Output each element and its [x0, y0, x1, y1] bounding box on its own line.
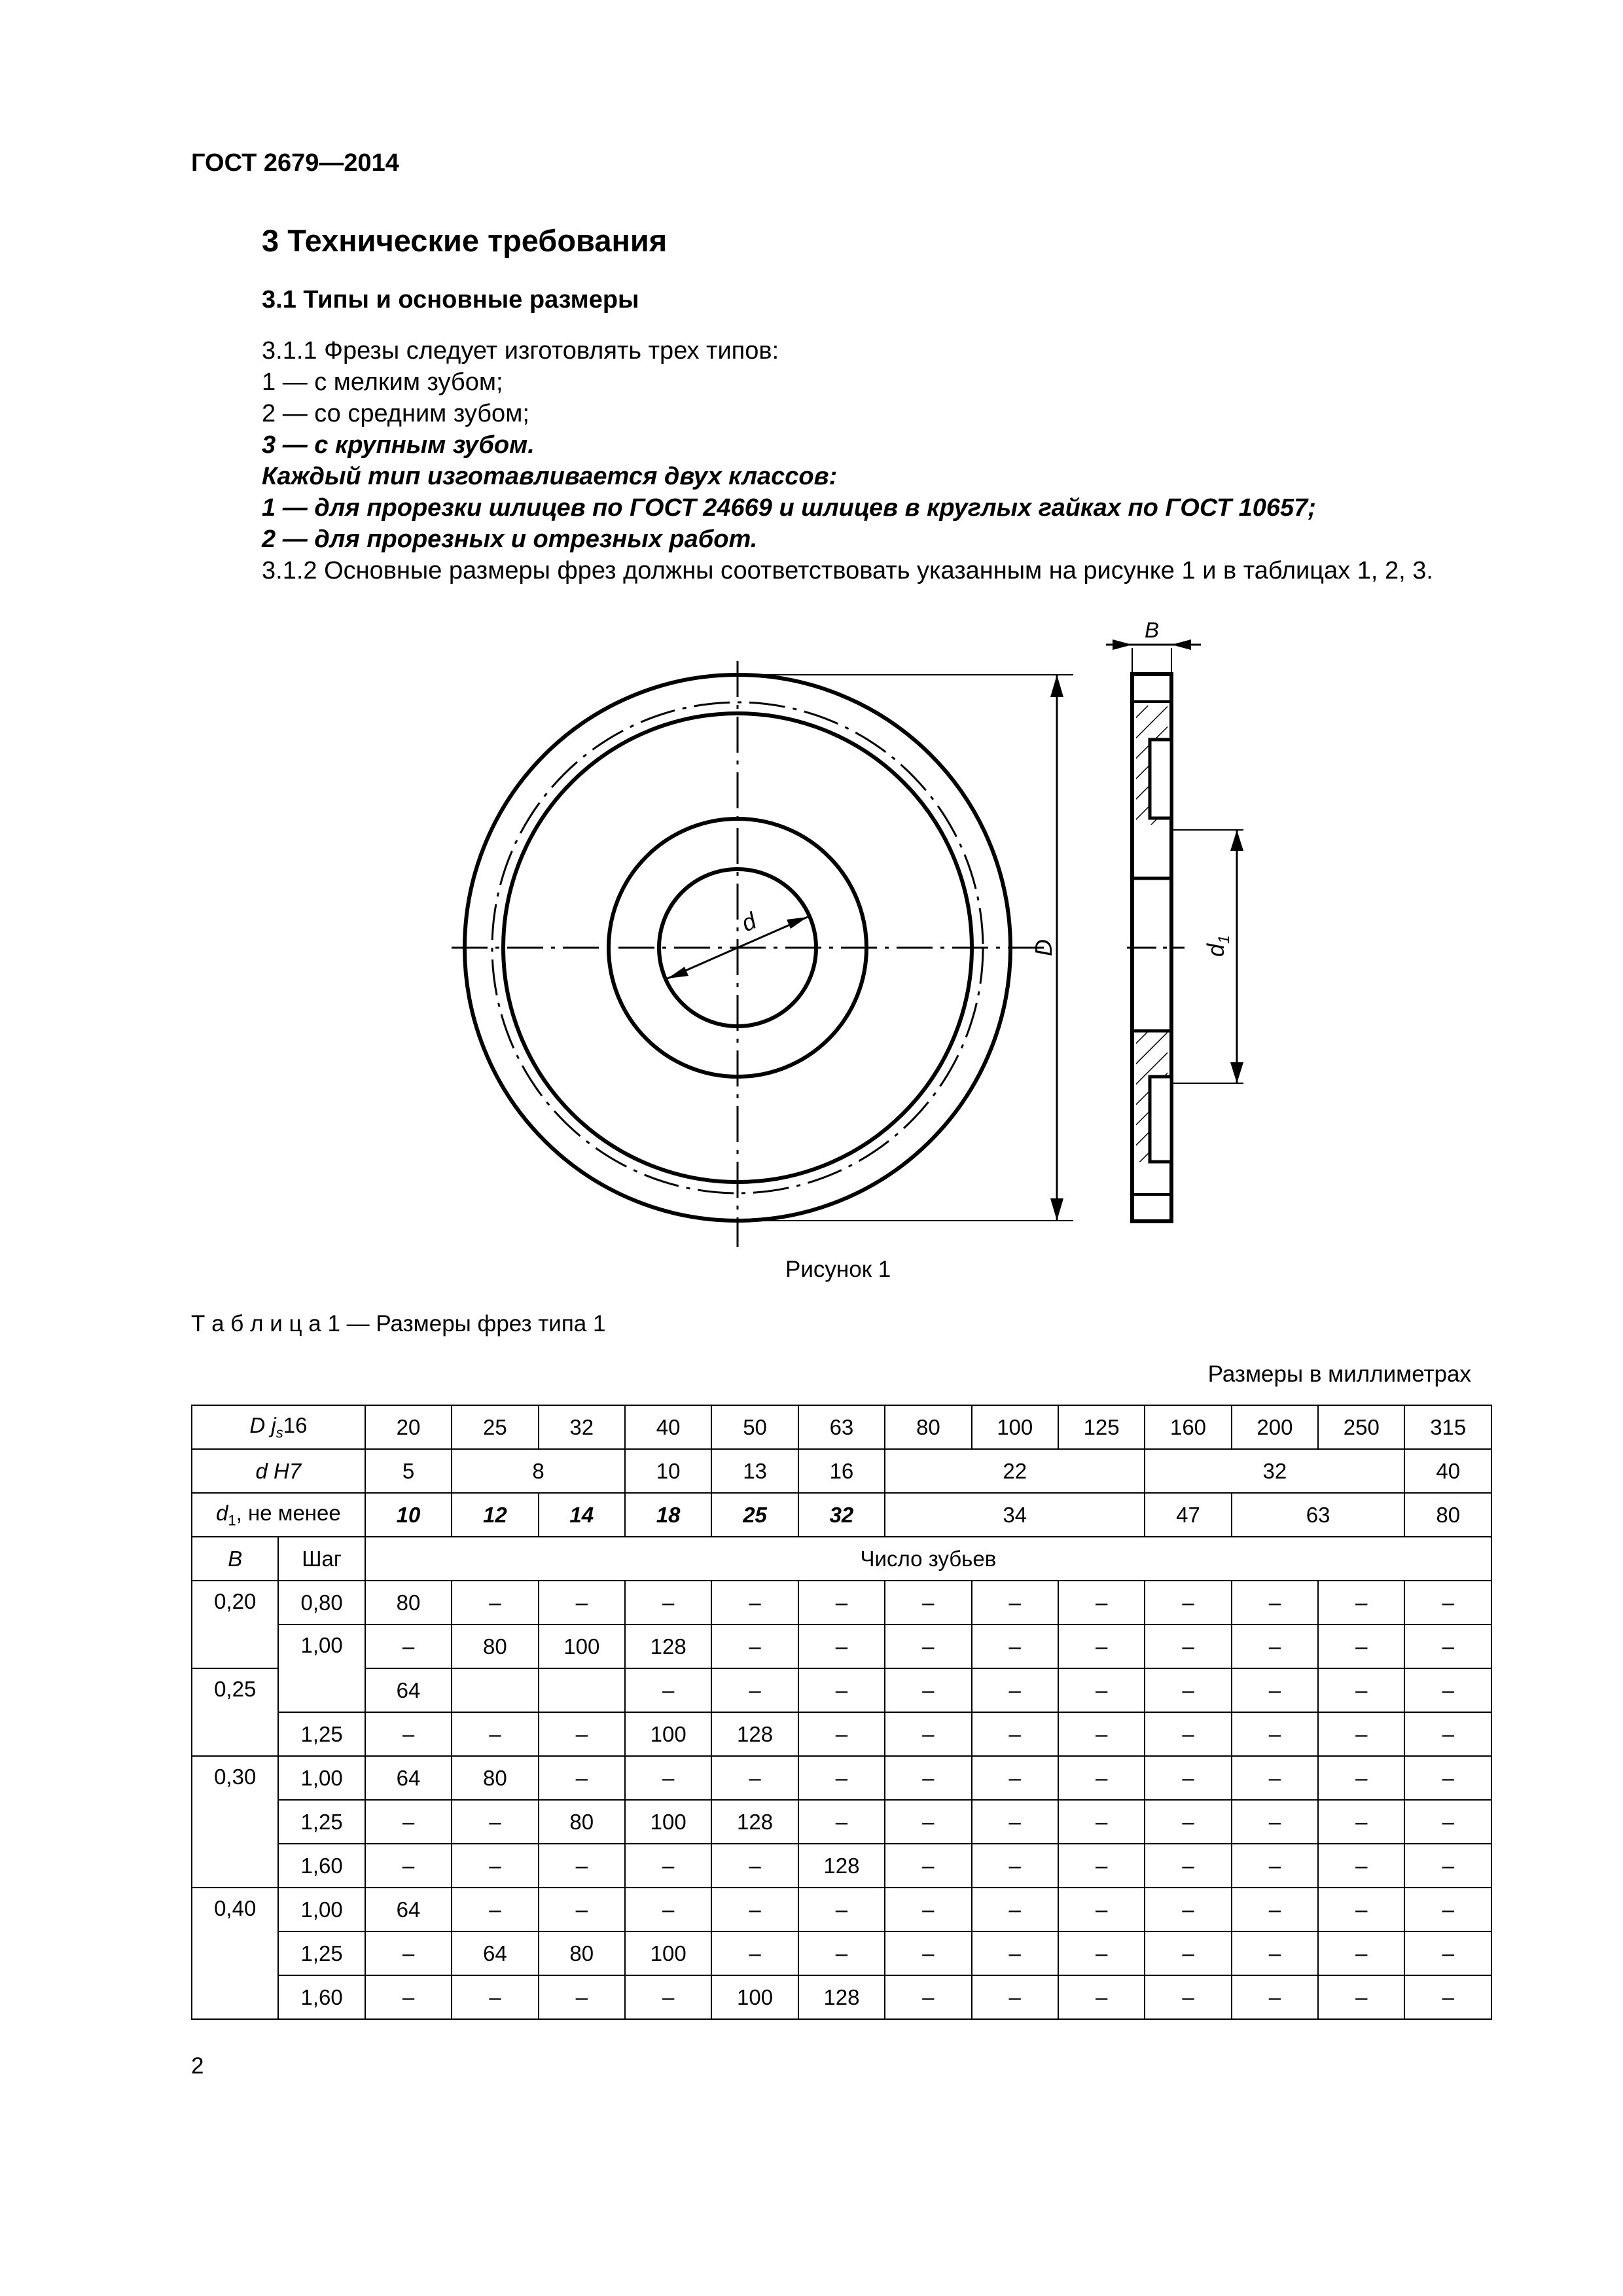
teeth-cell: 100 — [625, 1712, 711, 1756]
teeth-cell: – — [539, 1844, 625, 1888]
teeth-cell: 128 — [711, 1712, 798, 1756]
teeth-cell: – — [1232, 1975, 1318, 2019]
teeth-cell: – — [1318, 1888, 1404, 1931]
section-title: 3 Технические требования — [262, 223, 668, 258]
D_values-cell: 40 — [625, 1405, 711, 1449]
teeth-cell: – — [539, 1712, 625, 1756]
teeth-cell: – — [1145, 1975, 1231, 2019]
teeth-cell: 100 — [625, 1931, 711, 1975]
teeth-cell: – — [365, 1800, 452, 1844]
teeth-cell: – — [1058, 1624, 1145, 1668]
teeth-cell: – — [885, 1668, 971, 1712]
step-cell: 1,25 — [278, 1931, 365, 1975]
teeth-cell: – — [1145, 1668, 1231, 1712]
teeth-cell: – — [885, 1624, 971, 1668]
teeth-cell: 80 — [365, 1581, 452, 1624]
teeth-cell: – — [1404, 1844, 1491, 1888]
table-row — [192, 1712, 1491, 1756]
teeth-cell: – — [1232, 1888, 1318, 1931]
d_values-cell: 10 — [625, 1449, 711, 1493]
teeth-cell: – — [1318, 1712, 1404, 1756]
teeth-cell: – — [1404, 1624, 1491, 1668]
teeth-cell: – — [885, 1975, 971, 2019]
teeth-cell: – — [1058, 1756, 1145, 1800]
teeth-cell: – — [625, 1888, 711, 1931]
teeth-cell: – — [711, 1844, 798, 1888]
teeth-cell: – — [452, 1712, 538, 1756]
label-d: d — [737, 906, 760, 937]
teeth-cell: – — [1404, 1581, 1491, 1624]
table-row — [192, 1756, 1491, 1800]
step-cell: 1,60 — [278, 1844, 365, 1888]
teeth-cell: – — [1404, 1975, 1491, 2019]
teeth-cell: – — [1058, 1712, 1145, 1756]
table-row — [192, 1668, 1491, 1712]
D_values-cell: 50 — [711, 1405, 798, 1449]
teeth-cell: – — [1232, 1931, 1318, 1975]
teeth-cell: – — [972, 1712, 1058, 1756]
teeth-cell: – — [1404, 1712, 1491, 1756]
paragraph-type-2: 2 — со средним зубом; — [262, 400, 529, 427]
d1_values-cell: 32 — [798, 1493, 885, 1537]
standard-header: ГОСТ 2679—2014 — [191, 149, 399, 177]
teeth-cell: – — [1145, 1800, 1231, 1844]
teeth-cell: – — [1404, 1888, 1491, 1931]
section-view — [1106, 639, 1243, 1221]
step-cell: 1,00 — [278, 1888, 365, 1931]
front-view — [452, 661, 1073, 1247]
step-cell: 1,00 — [278, 1756, 365, 1800]
width-B-cell: 0,30 — [192, 1756, 278, 1888]
paragraph-classes-intro: Каждый тип изготавливается двух классов: — [262, 463, 838, 490]
teeth-cell: 100 — [711, 1975, 798, 2019]
col-label-step: Шаг — [278, 1537, 365, 1581]
teeth-cell: – — [1058, 1888, 1145, 1931]
teeth-cell: – — [539, 1975, 625, 2019]
d_values-cell: 16 — [798, 1449, 885, 1493]
teeth-cell: – — [1058, 1800, 1145, 1844]
d1_values-cell: 10 — [365, 1493, 452, 1537]
d1_values-cell: 80 — [1404, 1493, 1491, 1537]
d1_values-cell: 14 — [539, 1493, 625, 1537]
teeth-cell: 100 — [625, 1800, 711, 1844]
label-B: B — [1144, 618, 1160, 642]
teeth-cell: – — [1318, 1931, 1404, 1975]
paragraph-class-1: 1 — для прорезки шлицев по ГОСТ 24669 и шлицев в круглых гайках по ГОСТ 10657; — [262, 494, 1316, 522]
teeth-cell: – — [1058, 1581, 1145, 1624]
teeth-cell: – — [1404, 1931, 1491, 1975]
teeth-cell: – — [798, 1888, 885, 1931]
teeth-cell: 128 — [798, 1975, 885, 2019]
units-note: Размеры в миллиметрах — [1207, 1361, 1471, 1387]
paragraph-type-3: 3 — с крупным зубом. — [262, 431, 535, 459]
teeth-cell: – — [798, 1668, 885, 1712]
table-row — [192, 1888, 1491, 1931]
teeth-cell: – — [452, 1800, 538, 1844]
D_values-cell: 80 — [885, 1405, 971, 1449]
teeth-cell: – — [452, 1975, 538, 2019]
teeth-cell: – — [1232, 1581, 1318, 1624]
d_values-cell: 22 — [885, 1449, 1145, 1493]
teeth-cell: – — [798, 1712, 885, 1756]
teeth-cell: – — [1145, 1712, 1231, 1756]
d_values-cell: 8 — [452, 1449, 625, 1493]
table-row — [192, 1800, 1491, 1844]
row-d1 — [192, 1493, 1491, 1537]
D_values-cell: 32 — [539, 1405, 625, 1449]
teeth-cell: – — [1058, 1668, 1145, 1712]
lower-recess — [1150, 1077, 1171, 1162]
step-cell: 0,80 — [278, 1581, 365, 1624]
row-D — [192, 1405, 1491, 1449]
teeth-cell: – — [1318, 1975, 1404, 2019]
teeth-cell: – — [972, 1800, 1058, 1844]
teeth-cell: 128 — [711, 1800, 798, 1844]
subsection-title: 3.1 Типы и основные размеры — [262, 286, 639, 314]
teeth-cell: – — [972, 1581, 1058, 1624]
teeth-cell: – — [365, 1844, 452, 1888]
teeth-cell: – — [885, 1581, 971, 1624]
teeth-cell: – — [1058, 1975, 1145, 2019]
teeth-cell: – — [1232, 1624, 1318, 1668]
row-d — [192, 1449, 1491, 1493]
teeth-cell: 100 — [539, 1624, 625, 1668]
teeth-cell: – — [539, 1581, 625, 1624]
teeth-cell: – — [1232, 1668, 1318, 1712]
teeth-cell: – — [972, 1756, 1058, 1800]
D_values-cell: 125 — [1058, 1405, 1145, 1449]
teeth-cell: – — [1318, 1581, 1404, 1624]
d_values-cell: 32 — [1145, 1449, 1404, 1493]
teeth-cell: – — [885, 1888, 971, 1931]
table-row — [192, 1931, 1491, 1975]
teeth-cell: – — [1232, 1844, 1318, 1888]
teeth-cell: – — [452, 1581, 538, 1624]
teeth-cell: – — [885, 1756, 971, 1800]
step-cell: 1,25 — [278, 1800, 365, 1844]
teeth-cell: 64 — [365, 1888, 452, 1931]
step-cell: 1,60 — [278, 1975, 365, 2019]
teeth-cell: – — [711, 1931, 798, 1975]
teeth-cell: – — [711, 1888, 798, 1931]
teeth-cell: – — [1318, 1844, 1404, 1888]
label-d1: $d_1$ — [1202, 935, 1233, 957]
teeth-cell: – — [1404, 1756, 1491, 1800]
dimensions-table — [191, 1405, 1492, 2020]
width-B-cell: 0,25 — [192, 1668, 278, 1756]
teeth-cell: – — [625, 1756, 711, 1800]
teeth-cell: – — [972, 1844, 1058, 1888]
D_values-cell: 100 — [972, 1405, 1058, 1449]
teeth-cell: – — [711, 1756, 798, 1800]
teeth-cell: 128 — [625, 1624, 711, 1668]
teeth-cell: – — [1058, 1931, 1145, 1975]
d1_values-cell: 18 — [625, 1493, 711, 1537]
d1_values-cell: 34 — [885, 1493, 1145, 1537]
teeth-cell: – — [885, 1844, 971, 1888]
d1_values-cell: 12 — [452, 1493, 538, 1537]
teeth-cell: 80 — [539, 1800, 625, 1844]
teeth-cell: – — [1145, 1624, 1231, 1668]
teeth-cell: – — [711, 1624, 798, 1668]
teeth-cell: – — [365, 1712, 452, 1756]
table-row — [192, 1975, 1491, 2019]
teeth-cell: – — [885, 1712, 971, 1756]
D_values-cell: 63 — [798, 1405, 885, 1449]
table-row — [192, 1581, 1491, 1624]
teeth-cell: – — [972, 1668, 1058, 1712]
table-row — [192, 1624, 1491, 1668]
width-B-cell: 0,40 — [192, 1888, 278, 2019]
teeth-cell: – — [1145, 1756, 1231, 1800]
teeth-cell: – — [885, 1931, 971, 1975]
teeth-cell: 64 — [452, 1931, 538, 1975]
row-head — [192, 1537, 1491, 1581]
teeth-cell: – — [798, 1624, 885, 1668]
d_values-cell: 40 — [1404, 1449, 1491, 1493]
width-B-cell: 0,20 — [192, 1581, 278, 1668]
teeth-cell: 64 — [365, 1756, 452, 1800]
paragraph-types-intro: 3.1.1 Фрезы следует изготовлять трех типов: — [262, 337, 779, 365]
teeth-cell: 80 — [452, 1624, 538, 1668]
teeth-cell: – — [539, 1756, 625, 1800]
paragraph-class-2: 2 — для прорезных и отрезных работ. — [262, 526, 758, 553]
table-row — [192, 1844, 1491, 1888]
teeth-cell: – — [1404, 1800, 1491, 1844]
teeth-cell: – — [365, 1975, 452, 2019]
paragraph-dimensions-ref: 3.1.2 Основные размеры фрез должны соответствовать указанным на рисунке 1 и в таблицах 1, 2, 3. — [262, 557, 1433, 584]
label-D: D — [1030, 939, 1057, 956]
teeth-cell: – — [1058, 1844, 1145, 1888]
teeth-cell: – — [1318, 1668, 1404, 1712]
page-number: 2 — [191, 2053, 204, 2079]
step-cell: 1,00 — [278, 1624, 365, 1712]
teeth-cell: – — [1318, 1624, 1404, 1668]
teeth-cell: – — [1232, 1756, 1318, 1800]
teeth-cell: 80 — [539, 1931, 625, 1975]
d1_values-cell: 47 — [1145, 1493, 1231, 1537]
teeth-cell: – — [1404, 1668, 1491, 1712]
teeth-cell: – — [452, 1888, 538, 1931]
D_values-cell: 200 — [1232, 1405, 1318, 1449]
teeth-cell: – — [625, 1581, 711, 1624]
d1_values-cell: 63 — [1232, 1493, 1405, 1537]
teeth-cell: – — [1145, 1844, 1231, 1888]
teeth-cell — [452, 1668, 538, 1712]
teeth-cell — [539, 1668, 625, 1712]
D_values-cell: 315 — [1404, 1405, 1491, 1449]
teeth-cell: – — [798, 1931, 885, 1975]
D_values-cell: 160 — [1145, 1405, 1231, 1449]
col-label-B: B — [192, 1537, 278, 1581]
teeth-cell: – — [972, 1888, 1058, 1931]
teeth-cell: – — [798, 1800, 885, 1844]
teeth-cell: – — [625, 1844, 711, 1888]
teeth-cell: 80 — [452, 1756, 538, 1800]
teeth-cell: – — [365, 1624, 452, 1668]
teeth-cell: – — [625, 1975, 711, 2019]
teeth-cell: – — [798, 1581, 885, 1624]
paragraph-type-1: 1 — с мелким зубом; — [262, 368, 503, 396]
row-label-d1: $d_1$, не менее — [192, 1493, 365, 1537]
upper-recess — [1150, 740, 1171, 818]
teeth-cell: – — [1145, 1581, 1231, 1624]
teeth-cell: – — [452, 1844, 538, 1888]
teeth-cell: – — [1232, 1712, 1318, 1756]
row-label-d: d H7 — [192, 1449, 365, 1493]
step-cell: 1,25 — [278, 1712, 365, 1756]
teeth-cell: – — [539, 1888, 625, 1931]
teeth-cell: – — [972, 1975, 1058, 2019]
teeth-cell: – — [1145, 1931, 1231, 1975]
teeth-cell: – — [972, 1624, 1058, 1668]
table-caption: Т а б л и ц а 1 — Размеры фрез типа 1 — [191, 1311, 606, 1336]
teeth-cell: – — [711, 1668, 798, 1712]
teeth-cell: 64 — [365, 1668, 452, 1712]
d1_values-cell: 25 — [711, 1493, 798, 1537]
teeth-cell: – — [625, 1668, 711, 1712]
teeth-cell: – — [798, 1756, 885, 1800]
d_values-cell: 5 — [365, 1449, 452, 1493]
teeth-cell: – — [1318, 1756, 1404, 1800]
teeth-cell: – — [1145, 1888, 1231, 1931]
teeth-cell: – — [365, 1931, 452, 1975]
teeth-cell: – — [885, 1800, 971, 1844]
teeth-cell: – — [1318, 1800, 1404, 1844]
row-label-D: D $j_s16$ — [192, 1405, 365, 1449]
D_values-cell: 20 — [365, 1405, 452, 1449]
d_values-cell: 13 — [711, 1449, 798, 1493]
teeth-cell: – — [972, 1931, 1058, 1975]
D_values-cell: 25 — [452, 1405, 538, 1449]
teeth-cell: 128 — [798, 1844, 885, 1888]
teeth-count-header: Число зубьев — [365, 1537, 1491, 1581]
teeth-cell: – — [1232, 1800, 1318, 1844]
teeth-cell: – — [711, 1581, 798, 1624]
figure-caption: Рисунок 1 — [785, 1257, 891, 1282]
D_values-cell: 250 — [1318, 1405, 1404, 1449]
